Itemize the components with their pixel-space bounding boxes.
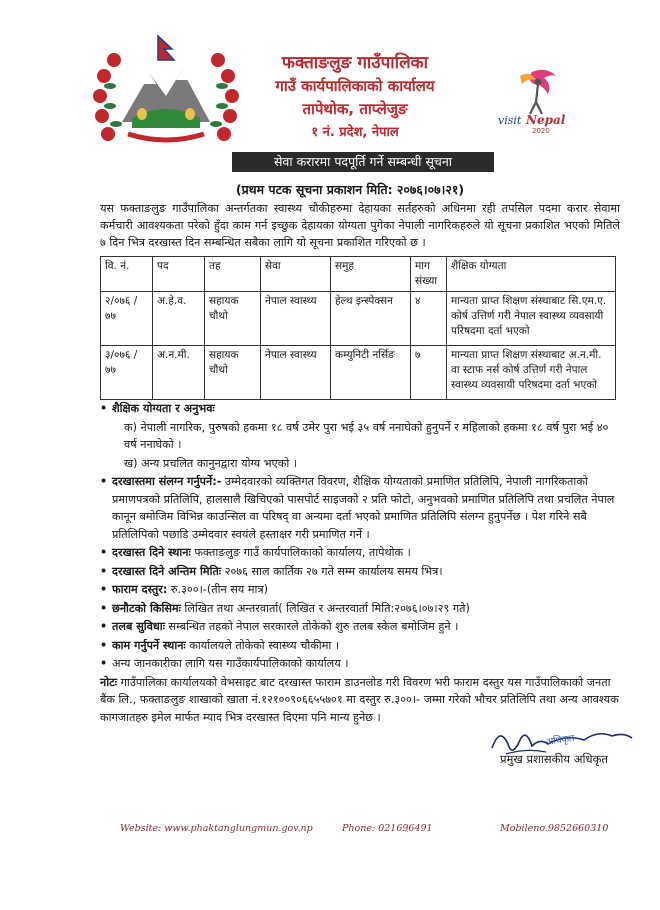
deadline-section	[100, 563, 622, 581]
notice-intro: यस फक्ताङलुङ गाउँपालिका अन्तर्गतका स्वास्थ्य चौकीहरुमा देहायका सर्तहरुको अधिनमा रही तपसिल पदमा करार सेवामा कर्मचारी आवश्यकता परेको हुँदा काम गर्न इच्छुक देहायका योग्यता पुगेका नेपाली नागरिकहरुले यो सूचना प्रकाशित भएको मितिले ७ दिन भित्र दरखास्त दिन सम्बन्धित सबैका लागि यो सूचना प्रकाशित गरिएको छ ।	[100, 202, 620, 249]
bullet-icon: •	[100, 475, 108, 488]
fee-section	[100, 581, 622, 599]
notice-details	[100, 400, 622, 727]
column-header: समुह	[331, 257, 411, 292]
visit-nepal-logo-icon	[496, 66, 572, 136]
other-info-section	[100, 655, 622, 673]
table-cell: सहायक चौथो	[205, 292, 261, 346]
selection-text: लिखित तथा अन्तरवार्ता( लिखित र अन्तरवार्ता मिति:२०७६।०७।२९ गते)	[180, 601, 470, 615]
documents-text: उम्मेदवारको व्यक्तिगत विवरण, शैक्षिक योग्यताको प्रमाणित प्रतिलिपि, नेपाली नागरिकताको प्रमाणपत्रको प्रतिलिपि, हालसालै खिचिएको पासपोर्ट साइजको २ प्रति फोटो, अनुभवको प्रमाणित प्रतिलिपि तथा प्रचलित नेपाल कानून बमोजिम विभिन्न काउन्सिल वा परिषद् वा अन्यमा दर्ता भएको प्रमाणित प्रतिलिपि संलग्न हुनुपर्नेछ । पेश गरिने सबै प्रतिलिपिको पछाडि उम्मेदवार स्वयंले हस्ताक्षर गरी प्रमाणित गर्ने ।	[112, 475, 615, 541]
documents-section	[100, 473, 622, 543]
place-section	[100, 544, 622, 562]
table-cell: नेपाल स्वास्थ्य	[261, 346, 331, 400]
deadline-text: २०७६ साल कार्तिक २७ गते सम्म कार्यालय समय भित्र।	[221, 564, 443, 578]
selection-section	[100, 600, 622, 618]
office-header	[240, 52, 470, 144]
note-text: गाउँपालिका कार्यालयको वेभसाइट बाट दरखास्त फाराम डाउनलोड गरी विवरण भरी फाराम दस्तुर यस गाउँपालिकाको जनता बैंक लि., फक्ताङलुङ शाखाको खाता नं.१२१००९०६६५५७०१ मा दस्तुर रु.३००।- जम्मा गरेको भौचर प्रतिलिपि तथा अन्य आवश्यक कागजातहरु इमेल मार्फत म्याद भित्र दरखास्त दिएमा पनि मान्य हुनेछ ।	[100, 675, 619, 724]
column-header: पद	[153, 257, 205, 292]
nepal-government-emblem-icon	[92, 30, 240, 150]
qualification-item-b: ख) अन्य प्रचलित कानुनद्वारा योग्य भएको ।	[124, 456, 298, 470]
workplace-text: कार्यालयले तोकेको स्वास्थ्य चौकीमा ।	[185, 638, 340, 652]
table-cell: २/०७६ /७७	[101, 292, 153, 346]
table-cell: मान्यता प्राप्त शिक्षण संस्थाबाट अ.न.मी. वा स्टाफ नर्स कोर्ष उत्तिर्ण गरी नेपाल स्वास्थ्य व्यवसायी परिषदमा दर्ता भएको	[447, 346, 616, 400]
place-label: दरखास्त दिने स्थानः	[112, 546, 191, 559]
bullet-icon: •	[100, 583, 108, 596]
column-header: वि. नं.	[101, 257, 153, 292]
column-header: तह	[205, 257, 261, 292]
qualification-item-a: क) नेपाली नागरिक, पुरुषको हकमा १८ वर्ष उमेर पुरा भई ३५ वर्ष ननाघेको हुनुपर्ने र महिलाको हकमा १८ वर्ष पुरा भई ४० वर्ष ननाघेको ।	[124, 420, 609, 451]
qualification-section	[100, 400, 622, 418]
note-label: नोटः	[100, 675, 118, 689]
fee-text: रु.३००।-(तीन सय मात्र)	[167, 583, 268, 596]
svg-text:Nepal: Nepal	[526, 113, 566, 127]
table-cell: सहायक चौथो	[205, 346, 261, 400]
selection-label: छनौटको किसिमः	[112, 601, 181, 615]
table-cell: नेपाल स्वास्थ्य	[261, 292, 331, 346]
fee-label: फाराम दस्तुर:	[112, 583, 168, 596]
footer-website: Website: www.phaktanglungmun.gov.np	[120, 823, 313, 834]
salary-section	[100, 618, 622, 636]
table-cell: मान्यता प्राप्त शिक्षण संस्थाबाट सि.एम.ए. कोर्ष उत्तिर्ण गरी नेपाल स्वास्थ्य व्यवसायी परिषदमा दर्ता भएको	[447, 292, 616, 346]
bullet-icon: •	[100, 402, 108, 415]
place-text: फक्ताङलुङ गाउँ कार्यपालिकाको कार्यालय, तापेथोक ।	[190, 546, 411, 559]
office-sub: गाउँ कार्यपालिकाको कार्यालय	[275, 77, 435, 95]
documents-label: दरखास्तमा संलग्न गर्नुपर्ने:-	[112, 475, 222, 488]
svg-text:2020: 2020	[532, 127, 550, 135]
signature-stamp: अधिकृत	[545, 733, 576, 748]
salary-text: सम्बन्धित तहको नेपाल सरकारले तोकेको शुरु तलब स्केल बमोजिम हुने ।	[164, 620, 459, 633]
table-cell: ४	[411, 292, 447, 346]
other-info-text: अन्य जानकारीका लागि यस गाउँकार्यपालिकाको कार्यालय ।	[112, 657, 349, 670]
workplace-label: काम गर्नुपर्ने स्थानः	[112, 638, 186, 652]
bullet-icon: •	[100, 657, 108, 670]
bullet-icon: •	[100, 620, 108, 633]
deadline-label: दरखास्त दिने अन्तिम मितिः	[112, 564, 222, 578]
table-cell: कम्युनिटी नर्सिङ	[331, 346, 411, 400]
column-header: शैक्षिक योग्यता	[447, 257, 616, 292]
table-cell: अ.न.मी.	[153, 346, 205, 400]
table-cell: हेल्थ इन्स्पेक्सन	[331, 292, 411, 346]
office-province: १ नं. प्रदेश, नेपाल	[311, 125, 399, 140]
qualification-label: शैक्षिक योग्यता र अनुभवः	[112, 402, 215, 415]
bullet-icon: •	[100, 564, 108, 578]
column-header: माग संख्या	[411, 257, 447, 292]
signatory-title: प्रमुख प्रशासकीय अधिकृत	[500, 752, 608, 766]
footer-phone: Phone: 021696491	[342, 823, 433, 834]
table-header-row	[101, 257, 616, 292]
table-cell: अ.हे.व.	[153, 292, 205, 346]
notice-title: सेवा करारमा पदपूर्ति गर्ने सम्बन्धी सूचना	[232, 152, 494, 172]
office-name: फक्ताङलुङ गाउँपालिका	[281, 53, 429, 73]
bullet-icon: •	[100, 601, 108, 615]
office-location: तापेथोक, ताप्लेजुङ	[302, 100, 408, 118]
column-header: सेवा	[261, 257, 331, 292]
workplace-section	[100, 637, 622, 655]
table-row	[101, 292, 616, 346]
publish-date: (प्रथम पटक सूचना प्रकाशन मिति: २०७६।०७।२१)	[235, 182, 465, 197]
svg-text:visit: visit	[498, 114, 522, 127]
table-cell: ७	[411, 346, 447, 400]
bullet-icon: •	[100, 638, 108, 652]
bullet-icon: •	[100, 546, 108, 559]
vacancy-table	[100, 256, 616, 400]
table-row	[101, 346, 616, 400]
table-cell: ३/०७६ /७७	[101, 346, 153, 400]
footer-mobile: Mobileno.9852660310	[500, 823, 609, 834]
salary-label: तलब सुविधाः	[112, 620, 165, 633]
